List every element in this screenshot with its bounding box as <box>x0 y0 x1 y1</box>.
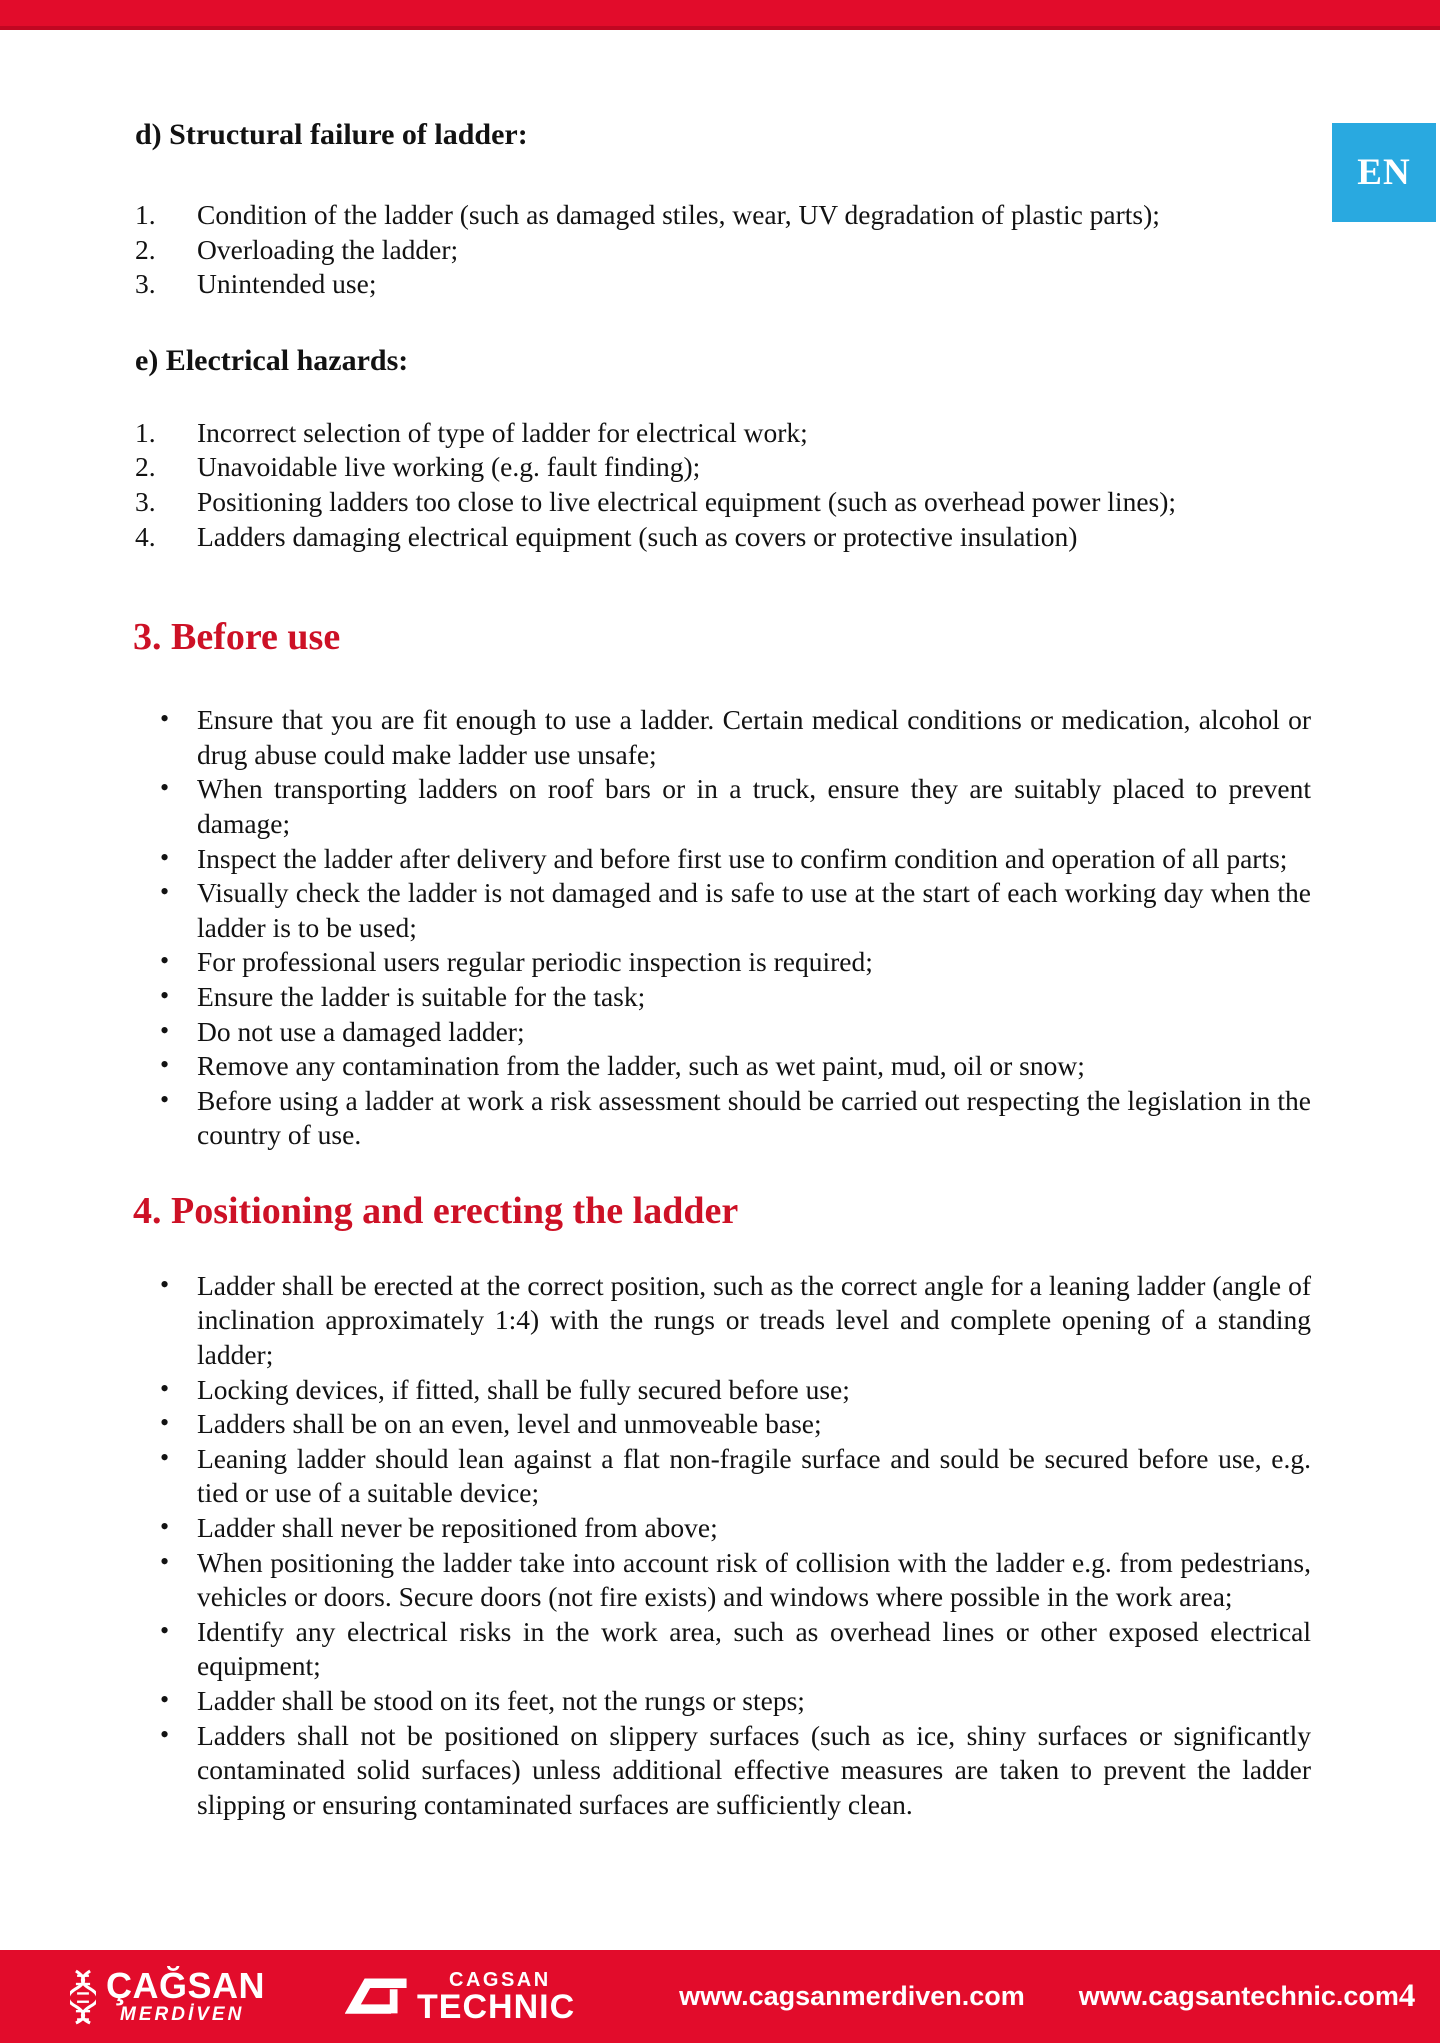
url-cagsantechnic: www.cagsantechnic.com <box>1078 1981 1399 2011</box>
list-item: • Leaning ladder should lean against a flat non-fragile surface and sould be secured before use, e.g. tied or use of a suitable device; <box>135 1442 1311 1511</box>
list-item: Condition of the ladder (such as damaged stiles, wear, UV degradation of plastic parts); <box>197 199 1160 230</box>
list-item: • Visually check the ladder is not damaged and is safe to use at the start of each working day when the ladder is to be used; <box>135 876 1311 945</box>
numbered-list <box>135 416 1311 554</box>
section-subheading: d) Structural failure of ladder: <box>135 118 528 151</box>
bullet-list <box>135 703 1311 1153</box>
list-item: • Ladder shall never be repositioned from above; <box>135 1511 1311 1546</box>
list-item: • Ladders shall be on an even, level and unmoveable base; <box>135 1407 1311 1442</box>
list-item: Positioning ladders too close to live electrical equipment (such as overhead power lines); <box>197 485 1177 517</box>
list-item: • For professional users regular periodic inspection is required; <box>135 945 1311 980</box>
list-item: Unintended use; <box>197 268 377 300</box>
list-item: • Ladders shall not be positioned on slippery surfaces (such as ice, shiny surfaces or significantly contaminated solid surfaces) unless additional effective measures are taken to prevent the ladder slipping or ensuring contaminated surfaces are sufficiently clean. <box>135 1719 1311 1823</box>
footer-bar <box>0 1950 1440 2043</box>
list-item: • Remove any contamination from the ladder, such as wet paint, mud, oil or snow; <box>135 1049 1311 1084</box>
list-item: Ladders damaging electrical equipment (such as covers or protective insulation) <box>197 520 1078 552</box>
cagsan-technic-logo <box>345 1970 575 2024</box>
language-badge: EN <box>1332 123 1436 222</box>
list-item: • When positioning the ladder take into account risk of collision with the ladder e.g. from pedestrians, vehicles or doors. Secure doors (not fire exists) and windows where possible in the work area; <box>135 1546 1311 1615</box>
top-red-bar <box>0 0 1440 30</box>
section-heading: 4. Positioning and erecting the ladder <box>133 1189 739 1232</box>
url-cagsanmerdiven: www.cagsanmerdiven.com <box>679 1981 1025 2011</box>
list-item: Overloading the ladder; <box>197 233 459 265</box>
brand-merdiven-name: ÇAĞSAN <box>106 1964 266 2006</box>
list-item: Incorrect selection of type of ladder for electrical work; <box>197 416 808 448</box>
technic-mark-icon <box>345 1974 407 2020</box>
list-item: • Inspect the ladder after delivery and before first use to confirm condition and operation of all parts; <box>135 842 1311 877</box>
document-sections <box>135 30 1311 1822</box>
page-number: 4 <box>1398 1978 1416 2014</box>
list-item: • Do not use a damaged ladder; <box>135 1015 1311 1050</box>
list-item: • Ladder shall be erected at the correct position, such as the correct angle for a leaning ladder (angle of inclination approximately 1:4) with the rungs or treads level and complete opening of a standing ladder; <box>135 1269 1311 1373</box>
list-item: Unavoidable live working (e.g. fault finding); <box>197 451 701 483</box>
numbered-list <box>135 198 1311 302</box>
brand-technic-top: CAGSAN <box>449 1968 551 1991</box>
list-item: • Locking devices, if fitted, shall be fully secured before use; <box>135 1373 1311 1408</box>
dna-ladder-icon <box>70 1968 96 2026</box>
bullet-list <box>135 1269 1311 1823</box>
list-item: • Ensure the ladder is suitable for the task; <box>135 980 1311 1015</box>
section-subheading: e) Electrical hazards: <box>135 343 409 377</box>
section-heading: 3. Before use <box>133 616 341 659</box>
list-item: • Ladder shall be stood on its feet, not the rungs or steps; <box>135 1684 1311 1719</box>
list-item: • Before using a ladder at work a risk assessment should be carried out respecting the legislation in the country of use. <box>135 1084 1311 1153</box>
list-item: • When transporting ladders on roof bars or in a truck, ensure they are suitably placed to prevent damage; <box>135 772 1311 841</box>
brand-merdiven-subtitle: MERDİVEN <box>120 2003 245 2025</box>
list-item: • Identify any electrical risks in the work area, such as overhead lines or other exposed electrical equipment; <box>135 1615 1311 1684</box>
brand-technic-bottom: TECHNIC <box>417 1987 576 2026</box>
cagsan-merdiven-logo <box>70 1964 266 2026</box>
list-item: • Ensure that you are fit enough to use a ladder. Certain medical conditions or medication, alcohol or drug abuse could make ladder use unsafe; <box>135 703 1311 772</box>
